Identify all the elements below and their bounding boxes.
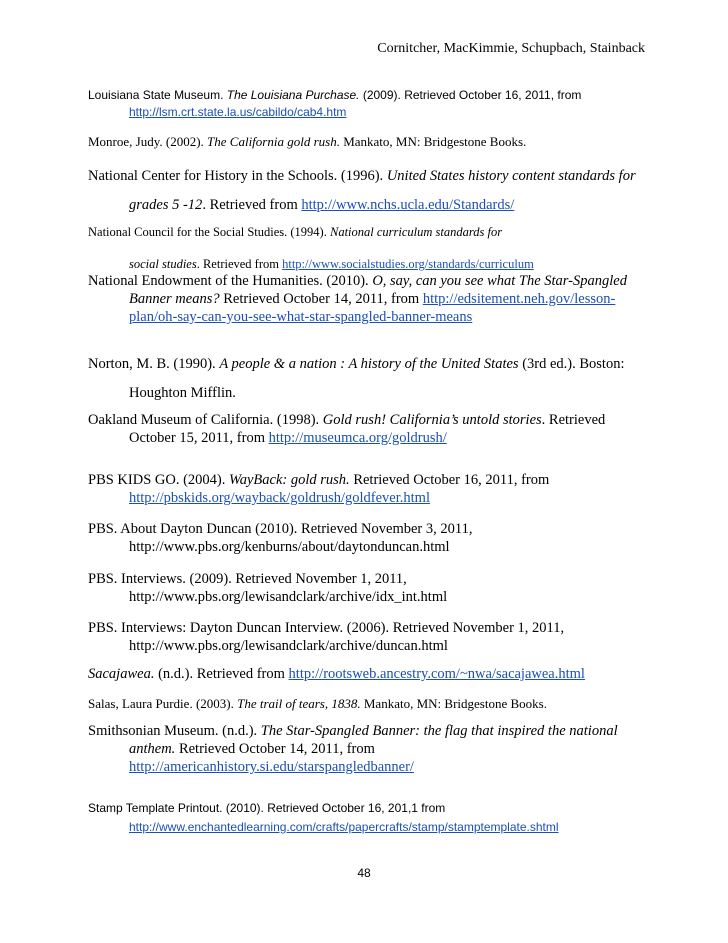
ref-title: The Star-Spangled Banner: the flag that inspired the national — [260, 723, 618, 739]
ref-text: . Retrieved from — [196, 257, 283, 271]
ref-author: National Center for History in the Schools. (1996). — [88, 168, 387, 184]
ref-link[interactable]: http://www.nchs.ucla.edu/Standards/ — [301, 197, 515, 213]
ref-text: PBS. Interviews: Dayton Duncan Interview. (2006). Retrieved November 1, 2011, — [88, 620, 565, 636]
ref-text: Mankato, MN: Bridgestone Books. — [339, 134, 527, 149]
ref-text: Mankato, MN: Bridgestone Books. — [360, 696, 547, 711]
ref-link[interactable]: http://www.enchantedlearning.com/crafts/papercrafts/stamp/stamptemplate.shtml — [129, 820, 559, 834]
ref-author: National Council for the Social Studies. (1994). — [88, 225, 330, 239]
reference-neh — [88, 272, 688, 326]
ref-title: The trail of tears, 1838. — [237, 696, 361, 711]
ref-url-text: http://www.pbs.org/lewisandclark/archive/idx_int.html — [129, 589, 448, 605]
reference-pbs-interviews — [88, 570, 688, 606]
ref-link[interactable]: http://rootsweb.ancestry.com/~nwa/sacajawea.html — [288, 666, 585, 682]
ref-text: PBS. About Dayton Duncan (2010). Retrieved November 3, 2011, — [88, 521, 473, 537]
reference-monroe — [88, 133, 688, 150]
ref-title-cont: Banner means? — [129, 291, 220, 307]
ref-link[interactable]: http://pbskids.org/wayback/goldrush/goldfever.html — [129, 490, 430, 506]
reference-ncss — [88, 216, 688, 280]
ref-link[interactable]: http://edsitement.neh.gov/lesson- — [422, 291, 616, 307]
ref-text: Retrieved October 16, 2011, from — [349, 472, 550, 488]
ref-title: A people & a nation : A history of the United States — [219, 356, 519, 372]
ref-author: Norton, M. B. (1990). — [88, 356, 220, 372]
ref-author: National Endowment of the Humanities. (2010). — [88, 273, 373, 289]
ref-author: Monroe, Judy. (2002). — [88, 134, 208, 149]
ref-title: O, say, can you see what The Star-Spangled — [372, 273, 627, 289]
reference-stamp-template — [88, 799, 688, 837]
ref-text: . Retrieved — [541, 412, 606, 428]
ref-text: Retrieved October 14, 2011, from — [219, 291, 423, 307]
ref-url-text: http://www.pbs.org/kenburns/about/daytonduncan.html — [129, 539, 450, 555]
ref-title: The Louisiana Purchase. — [226, 88, 360, 102]
reference-oakland — [88, 411, 688, 447]
ref-title: National curriculum standards for — [329, 225, 503, 239]
ref-author: Oakland Museum of California. (1998). — [88, 412, 323, 428]
ref-text-cont: October 15, 2011, from — [129, 430, 269, 446]
ref-title-cont: anthem. — [129, 741, 176, 757]
ref-title: WayBack: gold rush. — [229, 472, 350, 488]
ref-title: Sacajawea. — [88, 666, 155, 682]
ref-text: . Retrieved from — [202, 197, 302, 213]
ref-title-cont: grades 5 -12 — [129, 197, 203, 213]
ref-link[interactable]: http://lsm.crt.state.la.us/cabildo/cab4.htm — [129, 105, 347, 119]
reference-sacajawea — [88, 665, 688, 683]
reference-pbs-about — [88, 520, 688, 556]
page-number: 48 — [357, 866, 371, 880]
ref-text: Stamp Template Printout. (2010). Retrieved October 16, 201,1 from — [88, 801, 446, 815]
ref-title-cont: social studies — [129, 257, 197, 271]
ref-link[interactable]: http://museumca.org/goldrush/ — [268, 430, 447, 446]
ref-link[interactable]: http://americanhistory.si.edu/starspangledbanner/ — [129, 759, 414, 775]
reference-norton — [88, 350, 688, 408]
ref-link[interactable]: http://www.socialstudies.org/standards/curriculum — [282, 257, 534, 271]
ref-title: United States history content standards for — [386, 168, 636, 184]
reference-pbs-duncan — [88, 619, 688, 655]
ref-author: Smithsonian Museum. (n.d.). — [88, 723, 261, 739]
ref-author: Salas, Laura Purdie. (2003). — [88, 696, 238, 711]
reference-smithsonian — [88, 722, 688, 776]
ref-text: (n.d.). Retrieved from — [154, 666, 289, 682]
reference-louisiana — [88, 87, 688, 121]
ref-text: PBS. Interviews. (2009). Retrieved November 1, 2011, — [88, 571, 407, 587]
ref-publisher: Houghton Mifflin. — [129, 385, 236, 401]
ref-text: Retrieved October 14, 2011, from — [175, 741, 375, 757]
ref-title: Gold rush! California’s untold stories — [322, 412, 542, 428]
running-header: Cornitcher, MacKimmie, Schupbach, Stainback — [377, 41, 645, 56]
ref-url-text: http://www.pbs.org/lewisandclark/archive/duncan.html — [129, 638, 448, 654]
ref-title: The California gold rush. — [207, 134, 340, 149]
ref-text: (2009). Retrieved October 16, 2011, from — [359, 88, 582, 102]
reference-pbs-kids — [88, 471, 688, 507]
reference-nchs — [88, 162, 688, 220]
ref-author: PBS KIDS GO. (2004). — [88, 472, 229, 488]
ref-link-cont[interactable]: plan/oh-say-can-you-see-what-star-spangled-banner-means — [129, 309, 473, 325]
reference-salas — [88, 695, 688, 712]
ref-text: (3rd ed.). Boston: — [518, 356, 625, 372]
ref-author: Louisiana State Museum. — [88, 88, 227, 102]
